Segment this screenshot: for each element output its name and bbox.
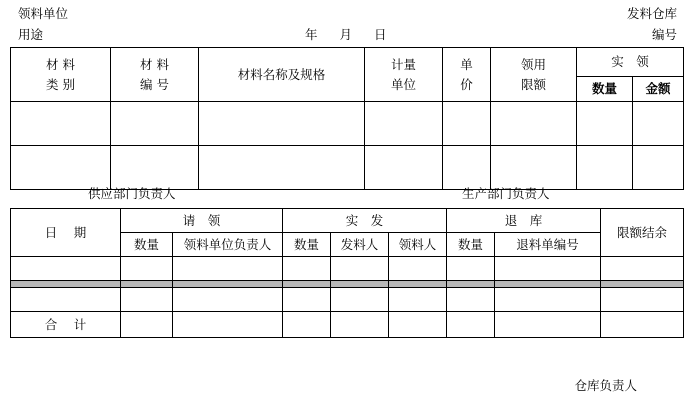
separator-cell [447, 281, 495, 288]
cell-date[interactable] [11, 288, 121, 312]
cell-measure-unit[interactable] [365, 146, 443, 190]
col-quota [491, 48, 577, 102]
cell-return-quantity[interactable] [447, 257, 495, 281]
col-unit-price-line2: 价 [460, 76, 473, 92]
cell-return-quantity[interactable] [447, 288, 495, 312]
separator-cell [601, 281, 684, 288]
col-material-category-line1: 材料 [45, 57, 79, 73]
warehouse-label: 发料仓库 [626, 6, 677, 21]
cell-total-issuer[interactable] [331, 312, 389, 338]
cell-material-name-spec[interactable] [199, 102, 365, 146]
cell-request-unit-head[interactable] [173, 257, 283, 281]
col-group-return: 退 库 [447, 209, 601, 233]
col-actual-quantity: 数量 [577, 77, 633, 102]
col-group-issue: 实 发 [283, 209, 447, 233]
col-measure-unit-line2: 单位 [390, 76, 416, 92]
col-actual-amount: 金额 [633, 77, 684, 102]
cell-return-doc-number[interactable] [495, 288, 601, 312]
cell-issue-quantity[interactable] [283, 257, 331, 281]
cell-receiver[interactable] [389, 257, 447, 281]
table-row [11, 146, 684, 190]
col-measure-unit-line1: 计量 [390, 57, 416, 73]
col-material-number-line2: 编号 [139, 76, 173, 92]
col-receiver: 领料人 [389, 233, 447, 257]
cell-actual-quantity[interactable] [577, 102, 633, 146]
col-material-number-line1: 材料 [139, 57, 173, 73]
form-header [0, 0, 693, 46]
table-row [11, 288, 684, 312]
cell-measure-unit[interactable] [365, 102, 443, 146]
total-label: 合 计 [11, 312, 121, 338]
material-detail-table [10, 47, 684, 190]
col-request-unit-head: 领料单位负责人 [173, 233, 283, 257]
separator-cell [331, 281, 389, 288]
table-row [11, 102, 684, 146]
date-day-label: 日 [374, 27, 387, 42]
cell-request-quantity[interactable] [121, 257, 173, 281]
col-return-quantity: 数量 [447, 233, 495, 257]
cell-material-category[interactable] [11, 146, 111, 190]
col-material-category-line2: 类别 [45, 76, 79, 92]
cell-issue-quantity[interactable] [283, 288, 331, 312]
cell-quota-balance[interactable] [601, 288, 684, 312]
cell-return-doc-number[interactable] [495, 257, 601, 281]
separator-cell [495, 281, 601, 288]
separator-cell [389, 281, 447, 288]
cell-material-number[interactable] [111, 146, 199, 190]
production-dept-signature-label: 生产部门负责人 [462, 186, 550, 201]
cell-receiver[interactable] [389, 288, 447, 312]
supply-dept-signature-label: 供应部门负责人 [88, 186, 176, 201]
cell-total-quota-balance[interactable] [601, 312, 684, 338]
cell-material-name-spec[interactable] [199, 146, 365, 190]
cell-total-return-doc-number[interactable] [495, 312, 601, 338]
cell-actual-amount[interactable] [633, 146, 684, 190]
table-row [11, 257, 684, 281]
col-actual-received: 实 领 [577, 48, 684, 77]
date-month-label: 月 [339, 27, 353, 42]
cell-quota-balance[interactable] [601, 257, 684, 281]
col-date: 日 期 [11, 209, 121, 257]
cell-actual-quantity[interactable] [577, 146, 633, 190]
lower-header-row-1 [11, 209, 684, 233]
col-material-category [11, 48, 111, 102]
date-line [296, 25, 396, 43]
cell-total-receiver[interactable] [389, 312, 447, 338]
middle-signature-row [0, 184, 693, 204]
separator-cell [283, 281, 331, 288]
col-request-quantity: 数量 [121, 233, 173, 257]
col-quota-line1: 领用 [520, 57, 546, 73]
cell-total-issue-quantity[interactable] [283, 312, 331, 338]
cell-quota[interactable] [491, 102, 577, 146]
total-row [11, 312, 684, 338]
separator-cell [11, 281, 121, 288]
issue-record-table [10, 208, 684, 338]
cell-request-unit-head[interactable] [173, 288, 283, 312]
purpose-label: 用途 [18, 27, 44, 42]
cell-total-request-quantity[interactable] [121, 312, 173, 338]
cell-total-return-quantity[interactable] [447, 312, 495, 338]
col-measure-unit [365, 48, 443, 102]
col-quota-balance: 限额结余 [601, 209, 684, 257]
col-group-request: 请 领 [121, 209, 283, 233]
table-separator-band [11, 281, 684, 288]
date-year-label: 年 [305, 27, 318, 42]
cell-total-request-unit-head[interactable] [173, 312, 283, 338]
cell-actual-amount[interactable] [633, 102, 684, 146]
cell-material-category[interactable] [11, 102, 111, 146]
col-issuer: 发料人 [331, 233, 389, 257]
separator-cell [173, 281, 283, 288]
cell-issuer[interactable] [331, 288, 389, 312]
issuing-unit-label: 领料单位 [18, 6, 69, 21]
cell-material-number[interactable] [111, 102, 199, 146]
warehouse-signature-label: 仓库负责人 [574, 378, 637, 393]
col-material-name-spec: 材料名称及规格 [199, 48, 365, 102]
serial-number-label: 编号 [651, 27, 677, 42]
col-issue-quantity: 数量 [283, 233, 331, 257]
cell-unit-price[interactable] [443, 102, 491, 146]
cell-issuer[interactable] [331, 257, 389, 281]
col-unit-price-line1: 单 [460, 57, 473, 73]
cell-unit-price[interactable] [443, 146, 491, 190]
col-unit-price [443, 48, 491, 102]
cell-request-quantity[interactable] [121, 288, 173, 312]
col-quota-line2: 限额 [520, 76, 546, 92]
cell-date[interactable] [11, 257, 121, 281]
cell-quota[interactable] [491, 146, 577, 190]
table-header-row-1 [11, 48, 684, 77]
separator-cell [121, 281, 173, 288]
col-return-doc-number: 退料单编号 [495, 233, 601, 257]
col-material-number [111, 48, 199, 102]
